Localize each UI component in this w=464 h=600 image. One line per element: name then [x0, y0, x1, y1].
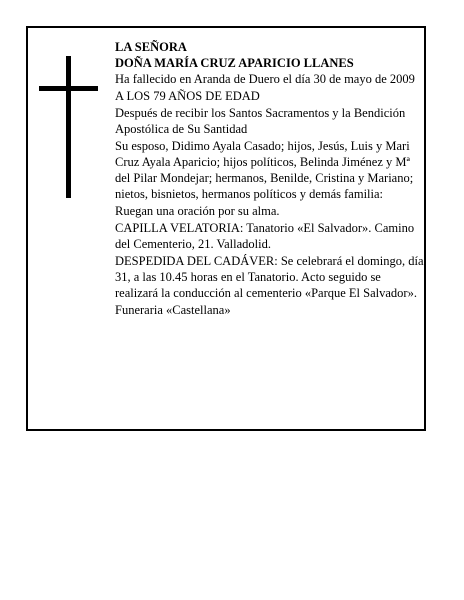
sacraments-text: Después de recibir los Santos Sacramentos y la Bendición Apostólica de Su Santidad — [115, 106, 406, 136]
funeral-home: Funeraria «Castellana» — [115, 303, 231, 318]
cross-icon — [28, 28, 108, 208]
death-info: Ha fallecido en Aranda de Duero el día 30 de mayo de 2009 — [115, 71, 415, 86]
notice-title: LA SEÑORA — [115, 40, 187, 54]
age-at-death: A LOS 79 AÑOS DE EDAD — [115, 88, 260, 103]
obituary-notice — [26, 26, 426, 431]
notice-text — [115, 40, 426, 321]
family-text: Su esposo, Didimo Ayala Casado; hijos, Jesús, Luis y Mari Cruz Ayala Aparicio; hijos políticos, Belinda Jiménez y Mª del Pilar Mondejar; hermanos, Benilde, Cristina y Mariano; nietos, bisnietos, hermanos políticos y demás familia: — [115, 139, 414, 201]
cross-horizontal-bar — [39, 86, 98, 91]
cross-vertical-bar — [66, 56, 71, 198]
deceased-name: DOÑA MARÍA CRUZ APARICIO LLANES — [115, 55, 354, 70]
prayer-text: Ruegan una oración por su alma. — [115, 203, 280, 218]
farewell-info: DESPEDIDA DEL CADÁVER: Se celebrará el domingo, día 31, a las 10.45 horas en el Tanatorio. Acto seguido se realizará la conducción al cementerio «Parque El Salvador». — [115, 254, 424, 300]
chapel-info: CAPILLA VELATORIA: Tanatorio «El Salvador». Camino del Cementerio, 21. Valladolid. — [115, 221, 415, 252]
